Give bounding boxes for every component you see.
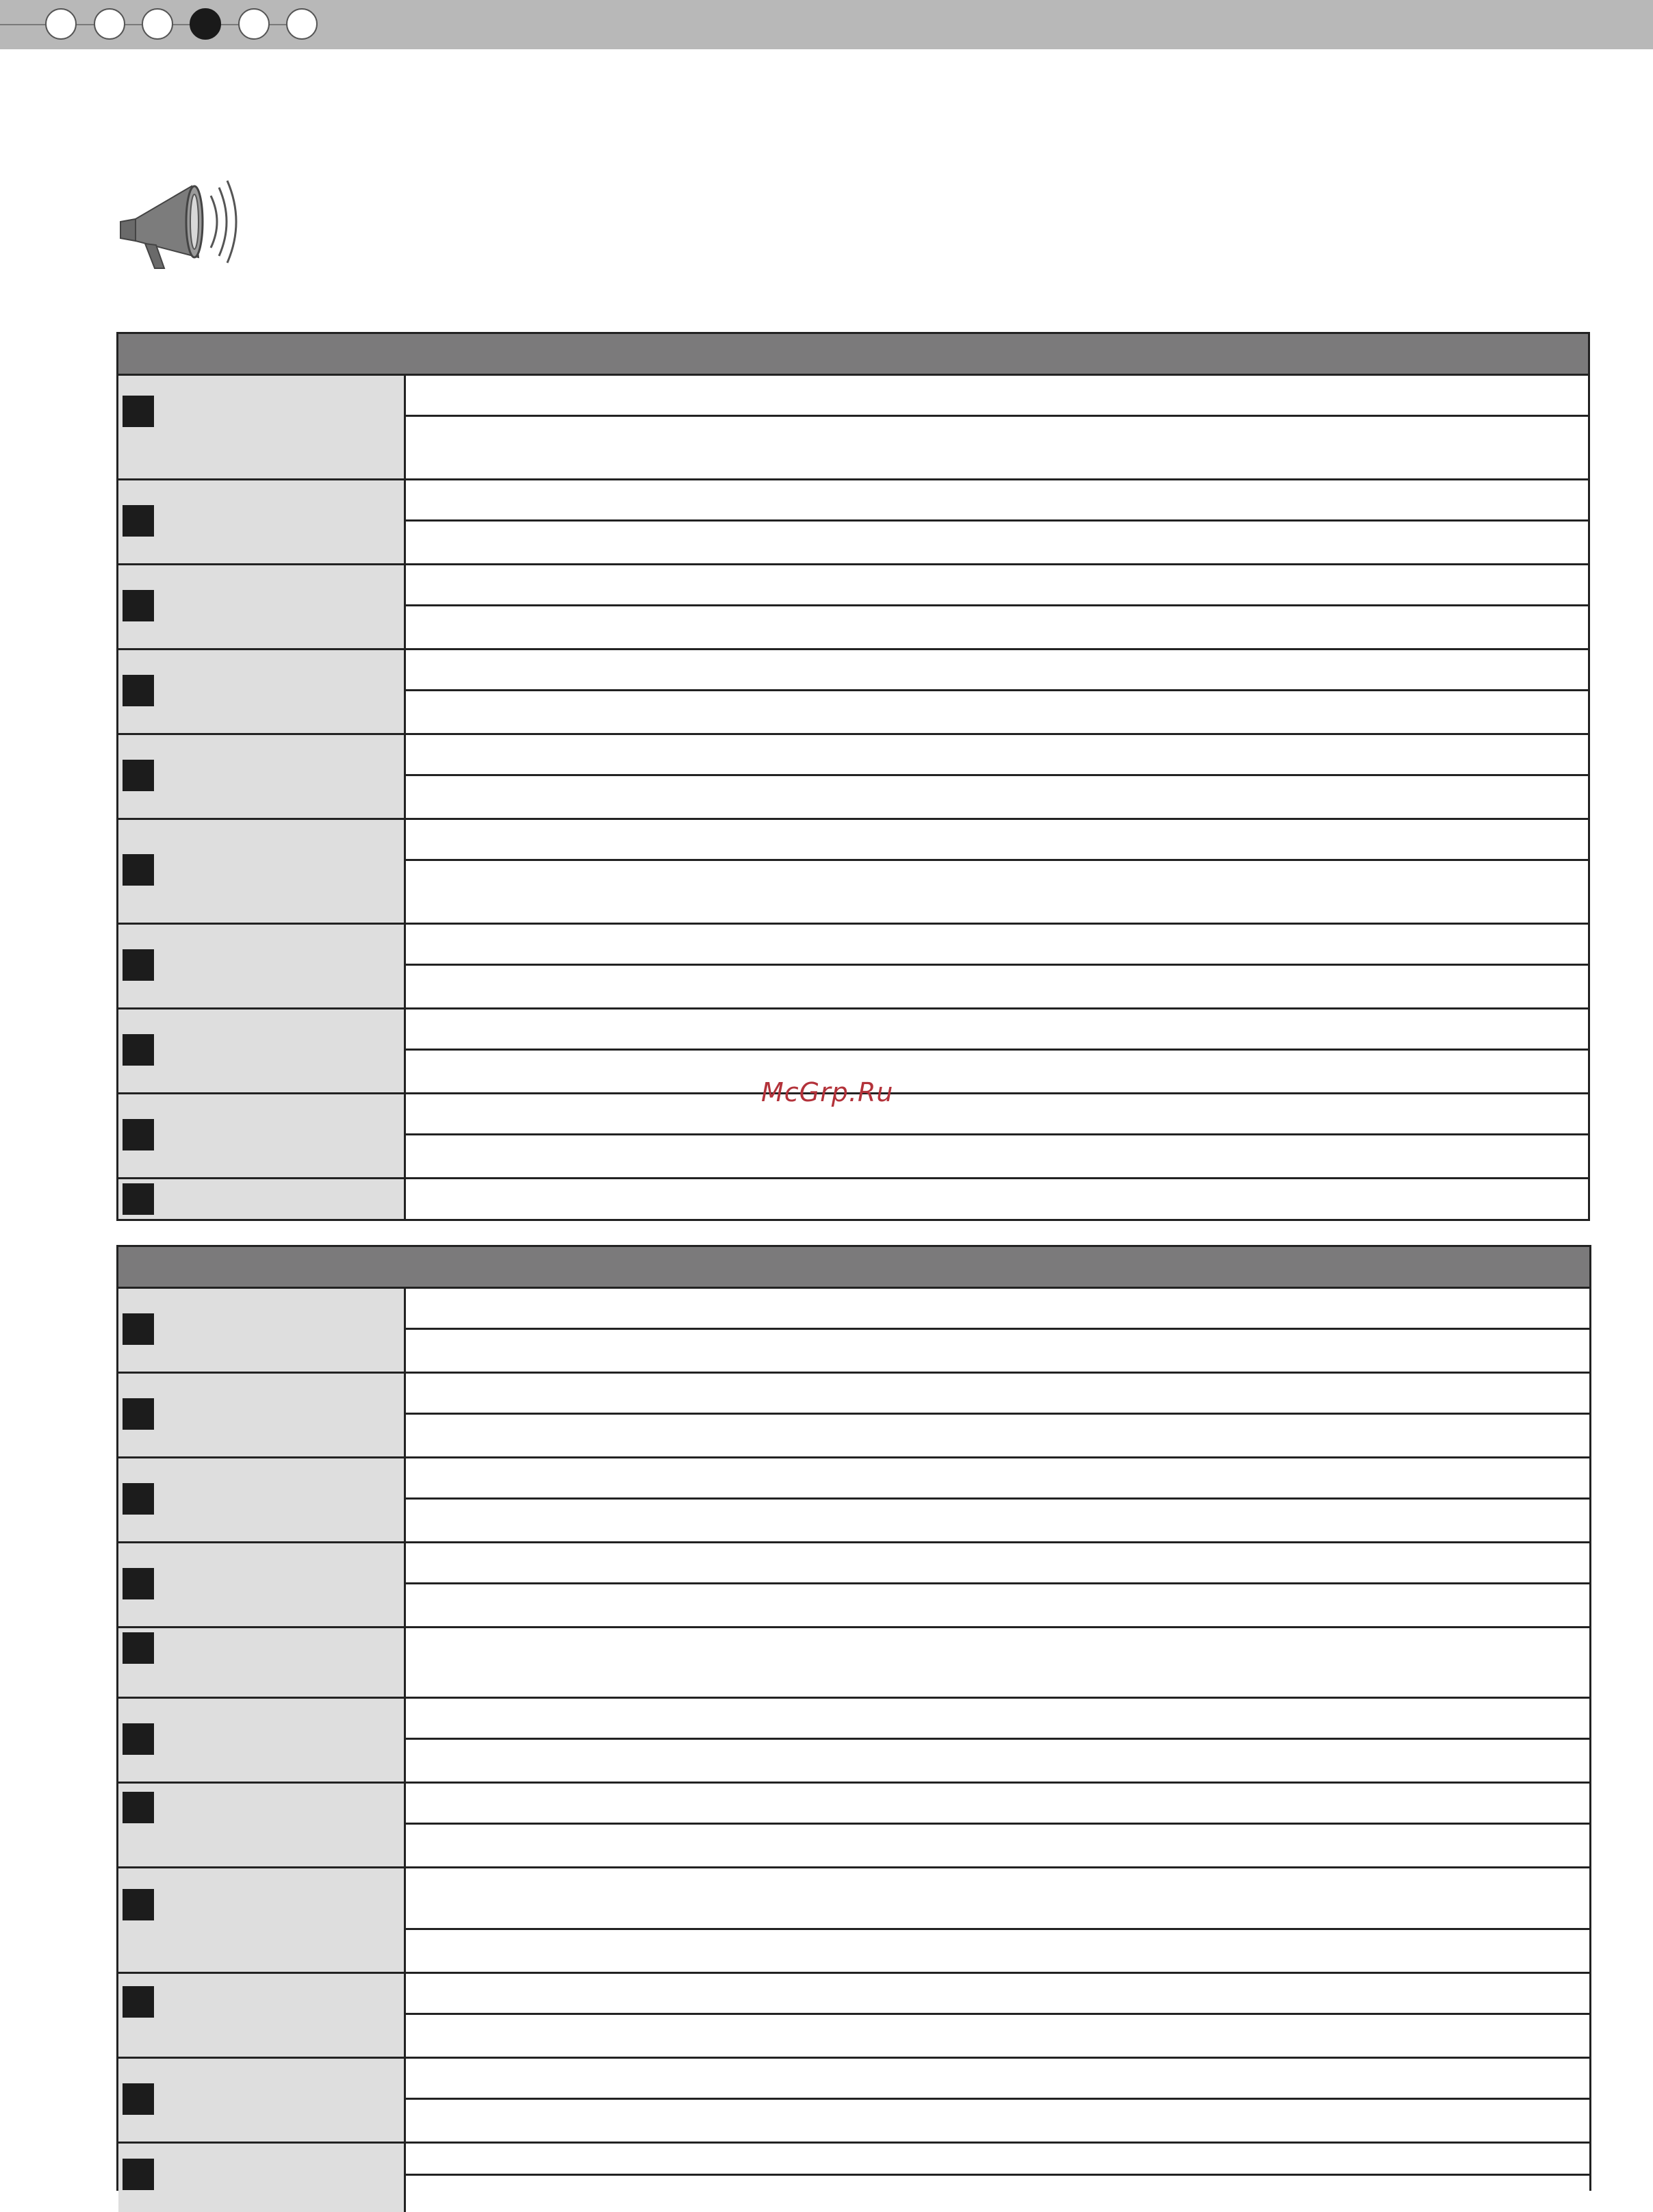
item-number-box [123, 2159, 154, 2190]
table-row [118, 1458, 1589, 1543]
row-value-cell [406, 1543, 1589, 1626]
value-line [406, 1289, 1589, 1330]
step-indicator-4-active [190, 8, 221, 40]
row-label-cell [118, 820, 406, 923]
row-value-cell [406, 480, 1588, 563]
row-value-cell [406, 1699, 1589, 1782]
row-value-cell [406, 1009, 1588, 1092]
step-indicator-1 [45, 8, 77, 40]
row-value-cell [406, 1458, 1589, 1541]
value-line [406, 820, 1588, 861]
table-row [118, 1699, 1589, 1784]
value-line [406, 480, 1588, 522]
value-line [406, 650, 1588, 691]
item-number-box [123, 590, 154, 621]
table-row [118, 2059, 1589, 2144]
table-row [118, 1289, 1589, 1374]
value-line [406, 2100, 1589, 2142]
value-line [406, 1930, 1589, 1972]
table-row [118, 1628, 1589, 1699]
row-value-cell [406, 1289, 1589, 1372]
row-label-cell [118, 1699, 406, 1782]
table-row [118, 2144, 1589, 2212]
value-line [406, 1415, 1589, 1456]
value-line [406, 1094, 1588, 1135]
row-label-cell [118, 1094, 406, 1177]
table-row [118, 820, 1588, 925]
value-line [406, 1051, 1588, 1092]
item-number-box [123, 1723, 154, 1755]
item-number-box [123, 505, 154, 537]
value-line [406, 1584, 1589, 1626]
value-line [406, 1868, 1589, 1930]
item-number-box [123, 1986, 154, 2018]
value-line [406, 735, 1588, 776]
value-line [406, 522, 1588, 563]
value-line [406, 1135, 1588, 1177]
table-1-header [118, 334, 1588, 376]
value-line [406, 1543, 1589, 1584]
item-number-box [123, 760, 154, 791]
row-value-cell [406, 376, 1588, 478]
row-label-cell [118, 2059, 406, 2142]
value-line [406, 1458, 1589, 1500]
row-value-cell [406, 1179, 1588, 1219]
spec-table-2 [116, 1245, 1591, 2191]
watermark-text: McGrp.Ru [761, 1077, 894, 1107]
row-label-cell [118, 1974, 406, 2057]
step-indicator-3 [142, 8, 173, 40]
row-value-cell [406, 1628, 1589, 1697]
value-line [406, 1374, 1589, 1415]
row-label-cell [118, 1289, 406, 1372]
value-line [406, 1330, 1589, 1372]
row-label-cell [118, 480, 406, 563]
item-number-box [123, 1632, 154, 1664]
step-indicator-5 [238, 8, 270, 40]
row-label-cell [118, 1543, 406, 1626]
table-row [118, 376, 1588, 480]
item-number-box [123, 1483, 154, 1515]
row-label-cell [118, 1628, 406, 1697]
row-label-cell [118, 1458, 406, 1541]
item-number-box [123, 1119, 154, 1150]
table-row [118, 480, 1588, 565]
value-line [406, 691, 1588, 733]
row-label-cell [118, 2144, 406, 2212]
step-indicator-2 [94, 8, 125, 40]
value-line [406, 606, 1588, 648]
value-line [406, 1740, 1589, 1782]
value-line [406, 1628, 1589, 1697]
item-number-box [123, 1183, 154, 1215]
table-row [118, 735, 1588, 820]
item-number-box [123, 949, 154, 981]
row-value-cell [406, 1374, 1589, 1456]
row-value-cell [406, 925, 1588, 1007]
row-label-cell [118, 650, 406, 733]
value-line [406, 925, 1588, 966]
table-row [118, 650, 1588, 735]
item-number-box [123, 675, 154, 706]
row-value-cell [406, 735, 1588, 818]
megaphone-icon [115, 175, 238, 271]
row-label-cell [118, 735, 406, 818]
item-number-box [123, 1034, 154, 1066]
item-number-box [123, 1568, 154, 1599]
table-row [118, 1868, 1589, 1974]
value-line [406, 1825, 1589, 1866]
value-line [406, 776, 1588, 818]
value-line [406, 861, 1588, 923]
value-line [406, 2144, 1589, 2176]
value-line [406, 1179, 1588, 1219]
item-number-box [123, 1792, 154, 1823]
row-value-cell [406, 650, 1588, 733]
table-row [118, 1374, 1589, 1458]
item-number-box [123, 1889, 154, 1920]
row-label-cell [118, 1374, 406, 1456]
table-row [118, 1179, 1588, 1219]
item-number-box [123, 1313, 154, 1345]
row-value-cell [406, 2059, 1589, 2142]
value-line [406, 1699, 1589, 1740]
row-value-cell [406, 1868, 1589, 1972]
row-value-cell [406, 1094, 1588, 1177]
value-line [406, 565, 1588, 606]
item-number-box [123, 2083, 154, 2115]
item-number-box [123, 396, 154, 427]
item-number-box [123, 854, 154, 886]
table-row [118, 565, 1588, 650]
row-label-cell [118, 1784, 406, 1866]
value-line [406, 1784, 1589, 1825]
value-line [406, 2015, 1589, 2057]
row-label-cell [118, 1009, 406, 1092]
value-line [406, 2059, 1589, 2100]
value-line [406, 1974, 1589, 2015]
step-indicator-6 [286, 8, 318, 40]
row-value-cell [406, 820, 1588, 923]
value-line [406, 417, 1588, 478]
value-line [406, 966, 1588, 1007]
value-line [406, 1500, 1589, 1541]
value-line [406, 1009, 1588, 1051]
row-label-cell [118, 925, 406, 1007]
row-label-cell [118, 376, 406, 478]
row-value-cell [406, 565, 1588, 648]
item-number-box [123, 1398, 154, 1430]
value-line [406, 2176, 1589, 2212]
row-value-cell [406, 1974, 1589, 2057]
row-value-cell [406, 2144, 1589, 2212]
table-2-header [118, 1247, 1589, 1289]
value-line [406, 376, 1588, 417]
table-row [118, 1543, 1589, 1628]
table-row [118, 925, 1588, 1009]
row-label-cell [118, 1179, 406, 1219]
table-row [118, 1784, 1589, 1868]
row-label-cell [118, 565, 406, 648]
row-value-cell [406, 1784, 1589, 1866]
row-label-cell [118, 1868, 406, 1972]
table-row [118, 1974, 1589, 2059]
